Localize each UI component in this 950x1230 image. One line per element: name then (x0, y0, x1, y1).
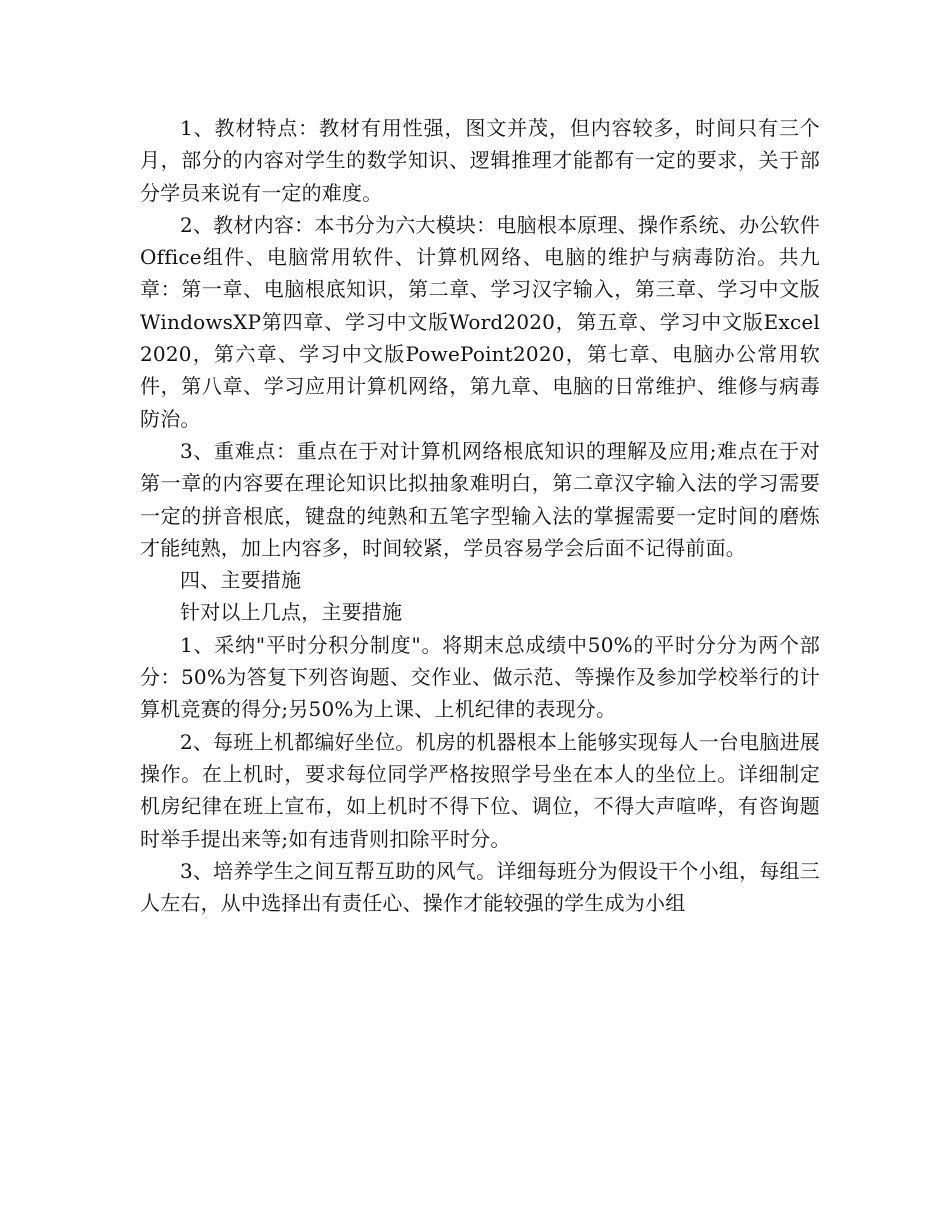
paragraph-key-difficulties: 3、重难点：重点在于对计算机网络根底知识的理解及应用;难点在于对第一章的内容要在理论知识比拟抽象难明白，第二章汉字输入法的学习需要一定的拼音根底，键盘的纯熟和五笔字型输入法的掌握需要一定时间的磨炼才能纯熟，加上内容多，时间较紧，学员容易学会后面不记得前面。 (140, 438, 820, 560)
paragraph-measure-2: 2、每班上机都编好坐位。机房的机器根本上能够实现每人一台电脑进展操作。在上机时，要求每位同学严格按照学号坐在本人的坐位上。详细制定机房纪律在班上宣布，如上机时不得下位、调位，不得大声喧哗，有咨询题时举手提出来等;如有违背则扣除平时分。 (140, 729, 820, 851)
document-body (140, 112, 820, 919)
section-heading-main-measures: 四、主要措施 (180, 568, 302, 593)
paragraph-textbook-content: 2、教材内容：本书分为六大模块：电脑根本原理、操作系统、办公软件Office组件、电脑常用软件、计算机网络、电脑的维护与病毒防治。共九章：第一章、电脑根底知识，第二章、学习汉字输入，第三章、学习中文版WindowsXP第四章、学习中文版Word2020，第五章、学习中文版Excel2020，第六章、学习中文版PowePoint2020，第七章、电脑办公常用软件，第八章、学习应用计算机网络，第九章、电脑的日常维护、维修与病毒防治。 (140, 212, 820, 431)
paragraph-measure-1: 1、采纳"平时分积分制度"。将期末总成绩中50%的平时分分为两个部分：50%为答复下列咨询题、交作业、做示范、等操作及参加学校举行的计算机竞赛的得分;另50%为上课、上机纪律的表现分。 (140, 632, 820, 722)
paragraph-measure-3: 3、培养学生之间互帮互助的风气。详细每班分为假设干个小组，每组三人左右，从中选择出有责任心、操作才能较强的学生成为小组 (140, 858, 820, 916)
paragraph-textbook-features: 1、教材特点：教材有用性强，图文并茂，但内容较多，时间只有三个月，部分的内容对学生的数学知识、逻辑推理才能都有一定的要求，关于部分学员来说有一定的难度。 (140, 116, 820, 205)
paragraph-measures-intro: 针对以上几点，主要措施 (180, 600, 403, 625)
